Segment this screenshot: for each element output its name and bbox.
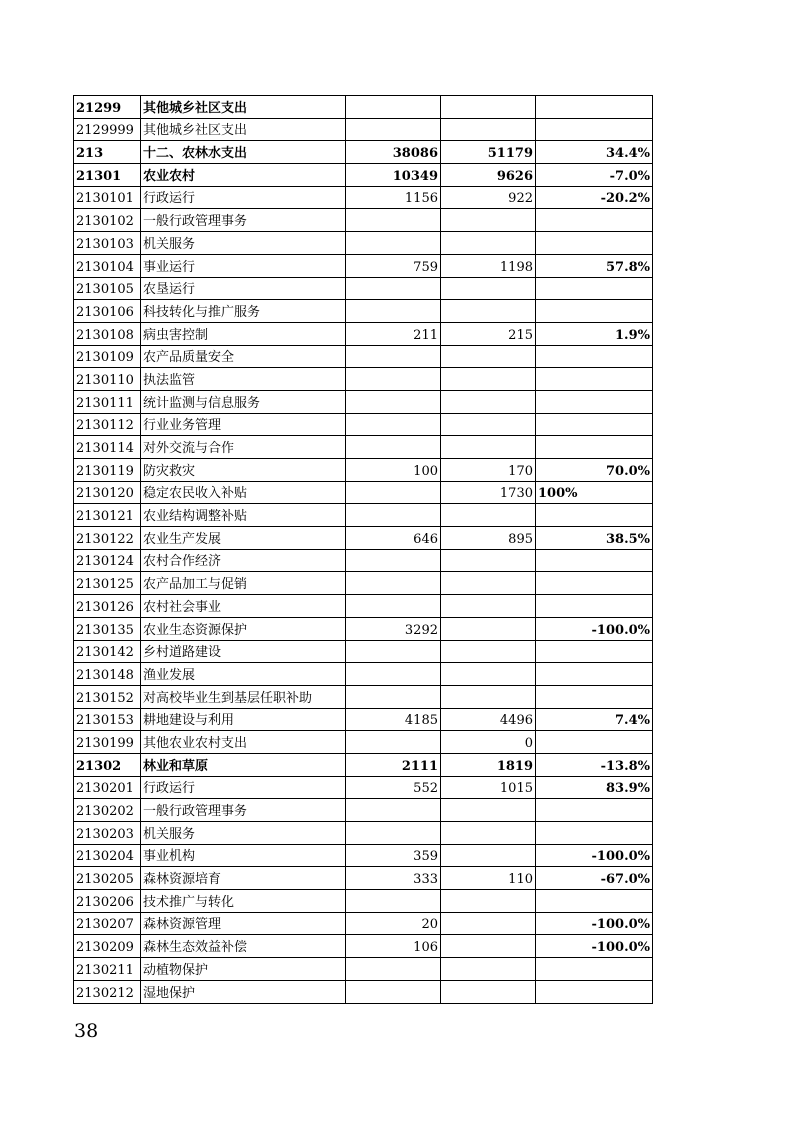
row-value-1-cell bbox=[346, 436, 441, 459]
row-name-cell: 稳定农民收入补贴 bbox=[141, 481, 346, 504]
row-value-2-cell bbox=[441, 980, 536, 1003]
table-row bbox=[74, 504, 653, 527]
row-name-cell: 耕地建设与利用 bbox=[141, 708, 346, 731]
table-row bbox=[74, 368, 653, 391]
table-row bbox=[74, 322, 653, 345]
row-value-2-cell: 9626 bbox=[441, 164, 536, 187]
table-row bbox=[74, 209, 653, 232]
table-row bbox=[74, 685, 653, 708]
row-change-cell: 70.0% bbox=[536, 459, 653, 482]
row-value-1-cell: 3292 bbox=[346, 617, 441, 640]
row-name-cell: 一般行政管理事务 bbox=[141, 799, 346, 822]
table-row bbox=[74, 345, 653, 368]
row-value-1-cell: 211 bbox=[346, 322, 441, 345]
row-value-1-cell: 759 bbox=[346, 254, 441, 277]
row-change-cell bbox=[536, 890, 653, 913]
row-change-cell: -67.0% bbox=[536, 867, 653, 890]
row-value-1-cell bbox=[346, 980, 441, 1003]
row-code-cell: 2129999 bbox=[74, 118, 141, 141]
row-code-cell: 2130111 bbox=[74, 390, 141, 413]
row-value-1-cell: 359 bbox=[346, 844, 441, 867]
row-name-cell: 农业农村 bbox=[141, 164, 346, 187]
row-code-cell: 2130205 bbox=[74, 867, 141, 890]
table-row bbox=[74, 708, 653, 731]
row-value-1-cell bbox=[346, 958, 441, 981]
row-value-2-cell bbox=[441, 572, 536, 595]
row-name-cell: 农业生产发展 bbox=[141, 527, 346, 550]
row-change-cell bbox=[536, 980, 653, 1003]
row-value-2-cell bbox=[441, 617, 536, 640]
row-name-cell: 事业运行 bbox=[141, 254, 346, 277]
row-value-1-cell bbox=[346, 390, 441, 413]
table-row bbox=[74, 572, 653, 595]
row-value-2-cell bbox=[441, 390, 536, 413]
row-value-1-cell bbox=[346, 96, 441, 119]
row-name-cell: 对高校毕业生到基层任职补助 bbox=[141, 685, 346, 708]
row-value-2-cell: 170 bbox=[441, 459, 536, 482]
page-number: 38 bbox=[74, 1020, 99, 1042]
row-value-2-cell: 4496 bbox=[441, 708, 536, 731]
row-code-cell: 2130201 bbox=[74, 776, 141, 799]
table-row bbox=[74, 617, 653, 640]
row-name-cell: 渔业发展 bbox=[141, 663, 346, 686]
row-code-cell: 2130142 bbox=[74, 640, 141, 663]
row-code-cell: 2130114 bbox=[74, 436, 141, 459]
row-change-cell: -100.0% bbox=[536, 617, 653, 640]
row-code-cell: 2130102 bbox=[74, 209, 141, 232]
row-change-cell bbox=[536, 345, 653, 368]
row-change-cell bbox=[536, 413, 653, 436]
row-change-cell: -100.0% bbox=[536, 912, 653, 935]
table-row bbox=[74, 980, 653, 1003]
row-change-cell: -13.8% bbox=[536, 753, 653, 776]
row-value-1-cell bbox=[346, 549, 441, 572]
table-row bbox=[74, 595, 653, 618]
row-value-2-cell bbox=[441, 277, 536, 300]
row-value-2-cell bbox=[441, 345, 536, 368]
table-row bbox=[74, 118, 653, 141]
table-row bbox=[74, 164, 653, 187]
row-value-2-cell: 1819 bbox=[441, 753, 536, 776]
table-body bbox=[74, 96, 653, 1004]
row-name-cell: 机关服务 bbox=[141, 822, 346, 845]
row-change-cell: 83.9% bbox=[536, 776, 653, 799]
row-change-cell: -20.2% bbox=[536, 186, 653, 209]
table-row bbox=[74, 844, 653, 867]
table-row bbox=[74, 390, 653, 413]
row-value-2-cell bbox=[441, 685, 536, 708]
row-value-2-cell bbox=[441, 209, 536, 232]
row-value-1-cell bbox=[346, 232, 441, 255]
row-value-2-cell bbox=[441, 595, 536, 618]
row-code-cell: 2130207 bbox=[74, 912, 141, 935]
row-name-cell: 农垦运行 bbox=[141, 277, 346, 300]
table-row bbox=[74, 822, 653, 845]
row-code-cell: 2130122 bbox=[74, 527, 141, 550]
row-code-cell: 2130104 bbox=[74, 254, 141, 277]
row-value-1-cell bbox=[346, 118, 441, 141]
row-value-2-cell bbox=[441, 640, 536, 663]
row-value-1-cell bbox=[346, 572, 441, 595]
row-name-cell: 技术推广与转化 bbox=[141, 890, 346, 913]
row-code-cell: 2130105 bbox=[74, 277, 141, 300]
row-value-1-cell: 4185 bbox=[346, 708, 441, 731]
row-change-cell bbox=[536, 390, 653, 413]
row-value-1-cell bbox=[346, 685, 441, 708]
row-name-cell: 农村合作经济 bbox=[141, 549, 346, 572]
table-row bbox=[74, 527, 653, 550]
row-name-cell: 行政运行 bbox=[141, 186, 346, 209]
row-value-2-cell: 922 bbox=[441, 186, 536, 209]
row-value-1-cell bbox=[346, 504, 441, 527]
row-value-2-cell bbox=[441, 368, 536, 391]
row-code-cell: 2130112 bbox=[74, 413, 141, 436]
row-name-cell: 病虫害控制 bbox=[141, 322, 346, 345]
row-code-cell: 2130125 bbox=[74, 572, 141, 595]
row-code-cell: 2130203 bbox=[74, 822, 141, 845]
row-code-cell: 2130121 bbox=[74, 504, 141, 527]
row-value-1-cell: 646 bbox=[346, 527, 441, 550]
row-code-cell: 2130206 bbox=[74, 890, 141, 913]
row-code-cell: 2130211 bbox=[74, 958, 141, 981]
row-name-cell: 农产品加工与促销 bbox=[141, 572, 346, 595]
table-row bbox=[74, 776, 653, 799]
row-value-2-cell bbox=[441, 822, 536, 845]
row-value-2-cell bbox=[441, 912, 536, 935]
row-value-1-cell: 20 bbox=[346, 912, 441, 935]
row-value-2-cell: 1015 bbox=[441, 776, 536, 799]
row-name-cell: 对外交流与合作 bbox=[141, 436, 346, 459]
row-name-cell: 湿地保护 bbox=[141, 980, 346, 1003]
row-value-2-cell bbox=[441, 890, 536, 913]
row-code-cell: 2130119 bbox=[74, 459, 141, 482]
row-name-cell: 其他城乡社区支出 bbox=[141, 118, 346, 141]
row-change-cell: 1.9% bbox=[536, 322, 653, 345]
row-value-1-cell bbox=[346, 413, 441, 436]
row-change-cell bbox=[536, 232, 653, 255]
table-row bbox=[74, 300, 653, 323]
row-value-1-cell bbox=[346, 277, 441, 300]
row-value-1-cell bbox=[346, 822, 441, 845]
table-row bbox=[74, 867, 653, 890]
row-name-cell: 动植物保护 bbox=[141, 958, 346, 981]
row-name-cell: 行政运行 bbox=[141, 776, 346, 799]
row-code-cell: 2130120 bbox=[74, 481, 141, 504]
row-change-cell bbox=[536, 118, 653, 141]
row-value-2-cell bbox=[441, 118, 536, 141]
row-change-cell bbox=[536, 685, 653, 708]
row-name-cell: 行业业务管理 bbox=[141, 413, 346, 436]
row-name-cell: 其他城乡社区支出 bbox=[141, 96, 346, 119]
table-row bbox=[74, 481, 653, 504]
row-code-cell: 21301 bbox=[74, 164, 141, 187]
row-code-cell: 2130103 bbox=[74, 232, 141, 255]
row-code-cell: 2130101 bbox=[74, 186, 141, 209]
row-change-cell bbox=[536, 277, 653, 300]
row-change-cell bbox=[536, 300, 653, 323]
row-value-1-cell bbox=[346, 890, 441, 913]
row-value-2-cell: 215 bbox=[441, 322, 536, 345]
row-code-cell: 2130106 bbox=[74, 300, 141, 323]
row-code-cell: 2130109 bbox=[74, 345, 141, 368]
row-value-2-cell: 51179 bbox=[441, 141, 536, 164]
row-value-2-cell bbox=[441, 232, 536, 255]
row-change-cell bbox=[536, 504, 653, 527]
row-change-cell bbox=[536, 799, 653, 822]
row-code-cell: 213 bbox=[74, 141, 141, 164]
row-name-cell: 森林资源管理 bbox=[141, 912, 346, 935]
row-value-1-cell: 2111 bbox=[346, 753, 441, 776]
row-value-2-cell bbox=[441, 504, 536, 527]
table-row bbox=[74, 141, 653, 164]
row-change-cell bbox=[536, 368, 653, 391]
table-row bbox=[74, 958, 653, 981]
row-name-cell: 科技转化与推广服务 bbox=[141, 300, 346, 323]
row-name-cell: 事业机构 bbox=[141, 844, 346, 867]
row-value-2-cell: 1198 bbox=[441, 254, 536, 277]
row-value-1-cell bbox=[346, 640, 441, 663]
table-row bbox=[74, 549, 653, 572]
row-value-1-cell bbox=[346, 663, 441, 686]
table-row bbox=[74, 413, 653, 436]
row-value-2-cell bbox=[441, 958, 536, 981]
row-change-cell bbox=[536, 96, 653, 119]
table-row bbox=[74, 753, 653, 776]
row-change-cell bbox=[536, 595, 653, 618]
row-value-1-cell bbox=[346, 595, 441, 618]
row-value-2-cell bbox=[441, 436, 536, 459]
row-value-1-cell bbox=[346, 731, 441, 754]
row-change-cell bbox=[536, 663, 653, 686]
row-value-2-cell bbox=[441, 413, 536, 436]
row-code-cell: 2130209 bbox=[74, 935, 141, 958]
table-row bbox=[74, 232, 653, 255]
row-value-2-cell bbox=[441, 300, 536, 323]
row-value-1-cell: 38086 bbox=[346, 141, 441, 164]
table-row bbox=[74, 96, 653, 119]
row-change-cell bbox=[536, 549, 653, 572]
row-code-cell: 2130199 bbox=[74, 731, 141, 754]
row-change-cell: -7.0% bbox=[536, 164, 653, 187]
row-value-2-cell bbox=[441, 844, 536, 867]
row-code-cell: 2130202 bbox=[74, 799, 141, 822]
row-name-cell: 森林资源培育 bbox=[141, 867, 346, 890]
row-value-1-cell bbox=[346, 368, 441, 391]
row-value-2-cell: 1730 bbox=[441, 481, 536, 504]
row-value-1-cell bbox=[346, 300, 441, 323]
row-code-cell: 2130126 bbox=[74, 595, 141, 618]
table-row bbox=[74, 186, 653, 209]
row-value-1-cell bbox=[346, 799, 441, 822]
row-name-cell: 十二、农林水支出 bbox=[141, 141, 346, 164]
row-value-1-cell: 10349 bbox=[346, 164, 441, 187]
row-name-cell: 机关服务 bbox=[141, 232, 346, 255]
table-row bbox=[74, 799, 653, 822]
row-value-1-cell: 100 bbox=[346, 459, 441, 482]
row-change-cell bbox=[536, 572, 653, 595]
row-value-2-cell: 895 bbox=[441, 527, 536, 550]
row-change-cell: 34.4% bbox=[536, 141, 653, 164]
row-name-cell: 农业结构调整补贴 bbox=[141, 504, 346, 527]
row-code-cell: 2130124 bbox=[74, 549, 141, 572]
row-value-2-cell: 0 bbox=[441, 731, 536, 754]
row-change-cell bbox=[536, 958, 653, 981]
row-code-cell: 2130204 bbox=[74, 844, 141, 867]
table-row bbox=[74, 277, 653, 300]
row-name-cell: 森林生态效益补偿 bbox=[141, 935, 346, 958]
row-code-cell: 2130108 bbox=[74, 322, 141, 345]
row-change-cell: 7.4% bbox=[536, 708, 653, 731]
row-change-cell: 57.8% bbox=[536, 254, 653, 277]
row-change-cell bbox=[536, 731, 653, 754]
row-name-cell: 防灾救灾 bbox=[141, 459, 346, 482]
row-name-cell: 执法监管 bbox=[141, 368, 346, 391]
row-value-1-cell bbox=[346, 345, 441, 368]
row-value-1-cell bbox=[346, 209, 441, 232]
row-change-cell bbox=[536, 640, 653, 663]
row-value-2-cell: 110 bbox=[441, 867, 536, 890]
row-value-1-cell: 1156 bbox=[346, 186, 441, 209]
row-code-cell: 2130135 bbox=[74, 617, 141, 640]
table-row bbox=[74, 890, 653, 913]
row-change-cell: 100% bbox=[536, 481, 653, 504]
row-value-1-cell bbox=[346, 481, 441, 504]
row-code-cell: 21302 bbox=[74, 753, 141, 776]
row-code-cell: 21299 bbox=[74, 96, 141, 119]
row-code-cell: 2130152 bbox=[74, 685, 141, 708]
row-code-cell: 2130110 bbox=[74, 368, 141, 391]
table-row bbox=[74, 640, 653, 663]
table-row bbox=[74, 459, 653, 482]
row-name-cell: 农村社会事业 bbox=[141, 595, 346, 618]
row-change-cell: -100.0% bbox=[536, 844, 653, 867]
row-name-cell: 农业生态资源保护 bbox=[141, 617, 346, 640]
row-value-2-cell bbox=[441, 549, 536, 572]
budget-expenditure-table bbox=[73, 95, 653, 1004]
row-value-2-cell bbox=[441, 799, 536, 822]
table-row bbox=[74, 436, 653, 459]
row-change-cell bbox=[536, 822, 653, 845]
row-value-1-cell: 106 bbox=[346, 935, 441, 958]
row-name-cell: 林业和草原 bbox=[141, 753, 346, 776]
table-row bbox=[74, 731, 653, 754]
table-row bbox=[74, 935, 653, 958]
row-code-cell: 2130148 bbox=[74, 663, 141, 686]
row-value-1-cell: 552 bbox=[346, 776, 441, 799]
row-name-cell: 其他农业农村支出 bbox=[141, 731, 346, 754]
row-code-cell: 2130212 bbox=[74, 980, 141, 1003]
row-change-cell bbox=[536, 209, 653, 232]
row-change-cell: -100.0% bbox=[536, 935, 653, 958]
row-change-cell: 38.5% bbox=[536, 527, 653, 550]
row-name-cell: 统计监测与信息服务 bbox=[141, 390, 346, 413]
table-row bbox=[74, 663, 653, 686]
row-name-cell: 乡村道路建设 bbox=[141, 640, 346, 663]
row-value-2-cell bbox=[441, 663, 536, 686]
row-change-cell bbox=[536, 436, 653, 459]
row-value-2-cell bbox=[441, 935, 536, 958]
row-name-cell: 农产品质量安全 bbox=[141, 345, 346, 368]
table-row bbox=[74, 254, 653, 277]
table-row bbox=[74, 912, 653, 935]
row-value-2-cell bbox=[441, 96, 536, 119]
row-code-cell: 2130153 bbox=[74, 708, 141, 731]
row-value-1-cell: 333 bbox=[346, 867, 441, 890]
row-name-cell: 一般行政管理事务 bbox=[141, 209, 346, 232]
